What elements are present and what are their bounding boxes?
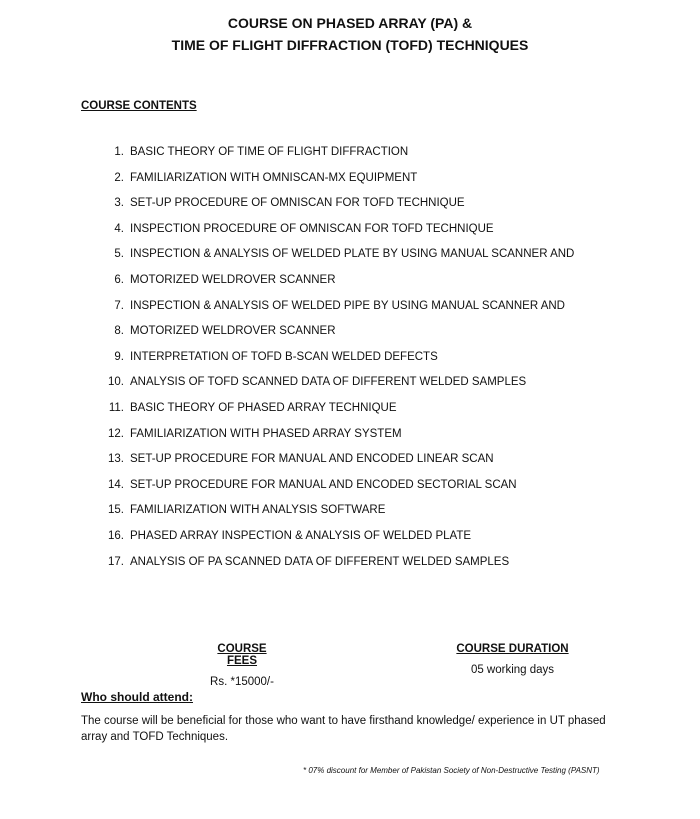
list-item bbox=[100, 143, 574, 169]
list-item bbox=[100, 169, 574, 195]
list-item-number: 8. bbox=[114, 325, 124, 338]
list-item-number: 2. bbox=[114, 171, 124, 184]
who-should-attend-heading: Who should attend: bbox=[81, 690, 193, 704]
list-item-text: INSPECTION PROCEDURE OF OMNISCAN FOR TOFD TECHNIQUE bbox=[130, 222, 494, 235]
list-item-text: FAMILIARIZATION WITH PHASED ARRAY SYSTEM bbox=[130, 427, 402, 440]
list-item bbox=[100, 553, 574, 579]
list-item bbox=[100, 271, 574, 297]
list-item-number: 5. bbox=[114, 248, 124, 261]
course-contents-heading: COURSE CONTENTS bbox=[81, 100, 197, 112]
list-item-text: PHASED ARRAY INSPECTION & ANALYSIS OF WELDED PLATE bbox=[130, 529, 472, 542]
list-item bbox=[100, 527, 574, 553]
list-item-text: MOTORIZED WELDROVER SCANNER bbox=[130, 325, 336, 338]
list-item bbox=[100, 348, 574, 374]
list-item-text: FAMILIARIZATION WITH ANALYSIS SOFTWARE bbox=[130, 504, 386, 517]
list-item-number: 11. bbox=[108, 401, 124, 414]
list-item-text: BASIC THEORY OF TIME OF FLIGHT DIFFRACTION bbox=[130, 146, 409, 158]
list-item-number: 4. bbox=[114, 222, 124, 235]
list-item-text: FAMILIARIZATION WITH OMNISCAN-MX EQUIPMENT bbox=[130, 171, 418, 184]
list-item-number: 14. bbox=[108, 478, 124, 491]
list-item-text: INTERPRETATION OF TOFD B-SCAN WELDED DEFECTS bbox=[130, 350, 438, 363]
list-item-text: MOTORIZED WELDROVER SCANNER bbox=[130, 273, 336, 286]
course-contents-list bbox=[100, 143, 574, 578]
list-item-number: 9. bbox=[114, 350, 124, 363]
list-item bbox=[100, 399, 574, 425]
list-item-number: 17. bbox=[108, 555, 124, 568]
list-item-text: INSPECTION & ANALYSIS OF WELDED PIPE BY USING MANUAL SCANNER AND bbox=[130, 299, 565, 312]
list-item bbox=[100, 194, 574, 220]
list-item-text: ANALYSIS OF TOFD SCANNED DATA OF DIFFERENT WELDED SAMPLES bbox=[130, 376, 527, 389]
list-item-number: 15. bbox=[108, 504, 124, 517]
list-item bbox=[100, 450, 574, 476]
list-item bbox=[100, 476, 574, 502]
list-item-text: BASIC THEORY OF PHASED ARRAY TECHNIQUE bbox=[130, 401, 397, 414]
attendance-description: The course will be beneficial for those who want to have firsthand knowledge/ experience in UT phased array and TOFD Techniques. bbox=[81, 715, 606, 743]
list-item bbox=[100, 220, 574, 246]
list-item-number: 12. bbox=[108, 427, 124, 440]
list-item-text: ANALYSIS OF PA SCANNED DATA OF DIFFERENT WELDED SAMPLES bbox=[130, 555, 510, 568]
page-title bbox=[0, 12, 700, 56]
list-item-number: 3. bbox=[114, 197, 124, 210]
list-item bbox=[100, 245, 574, 271]
discount-footnote: * 07% discount for Member of Pakistan Society of Non-Destructive Testing (PASNT) bbox=[303, 766, 600, 775]
course-fees-label: COURSE FEES bbox=[217, 643, 267, 667]
title-line-1: COURSE ON PHASED ARRAY (PA) & bbox=[227, 15, 473, 31]
list-item-text: SET-UP PROCEDURE FOR MANUAL AND ENCODED LINEAR SCAN bbox=[130, 453, 494, 466]
list-item-number: 6. bbox=[114, 273, 124, 286]
list-item bbox=[100, 501, 574, 527]
list-item-number: 1. bbox=[114, 146, 124, 158]
course-duration-value: 05 working days bbox=[470, 664, 555, 676]
list-item bbox=[100, 373, 574, 399]
list-item-number: 10. bbox=[108, 376, 124, 389]
list-item-text: SET-UP PROCEDURE OF OMNISCAN FOR TOFD TECHNIQUE bbox=[130, 197, 465, 210]
course-fees-block bbox=[203, 643, 281, 688]
list-item bbox=[100, 322, 574, 348]
list-item bbox=[100, 297, 574, 323]
list-item-number: 13. bbox=[108, 453, 124, 466]
title-line-2: TIME OF FLIGHT DIFFRACTION (TOFD) TECHNIQUES bbox=[171, 37, 529, 53]
course-duration-label: COURSE DURATION bbox=[456, 643, 569, 655]
course-fees-value: Rs. *15000/- bbox=[210, 676, 274, 688]
list-item-number: 16. bbox=[108, 529, 124, 542]
list-item-number: 7. bbox=[114, 299, 124, 312]
list-item bbox=[100, 425, 574, 451]
course-duration-block bbox=[455, 643, 570, 676]
list-item-text: SET-UP PROCEDURE FOR MANUAL AND ENCODED SECTORIAL SCAN bbox=[130, 478, 517, 491]
list-item-text: INSPECTION & ANALYSIS OF WELDED PLATE BY USING MANUAL SCANNER AND bbox=[130, 248, 575, 261]
